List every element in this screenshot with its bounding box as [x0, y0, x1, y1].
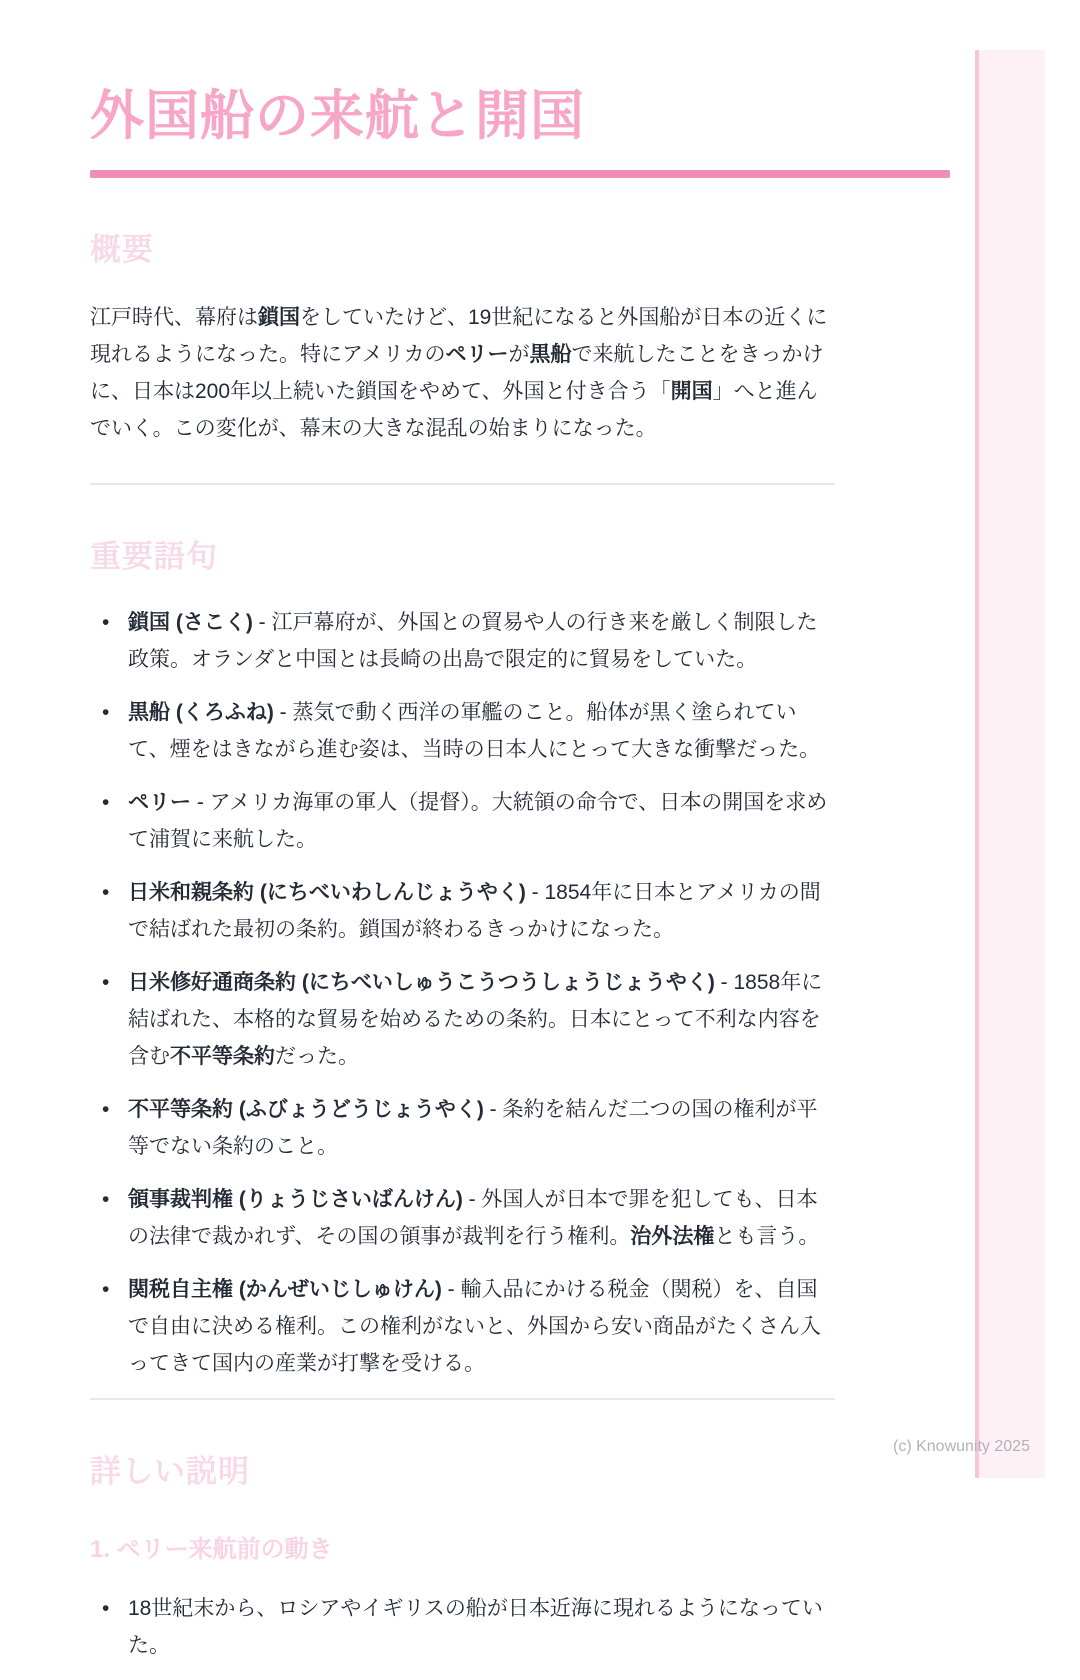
list-item: [90, 1091, 835, 1165]
section-heading-overview: 概要: [90, 232, 154, 268]
bullet-icon: •: [102, 1597, 110, 1621]
text-run: で来航したことをきっかけに、日本は200年以上続いた鎖国をやめて、外国と付き合う「: [90, 343, 824, 404]
list-item-text: [128, 701, 820, 761]
list-item: [90, 1181, 835, 1255]
details-list: [90, 1590, 835, 1664]
list-item-text: [128, 881, 821, 941]
text-run: とも言う。: [714, 1225, 820, 1249]
list-item: [90, 874, 835, 948]
text-run: - 1854年に日本とアメリカの間で結ばれた最初の条約。鎖国が終わるきっかけになった。: [128, 881, 821, 942]
text-run: - 1858年に結ばれた、本格的な貿易を始めるための条約。日本にとって不利な内容を含む: [128, 971, 823, 1069]
list-item: [90, 964, 835, 1075]
section-divider: [90, 1398, 835, 1400]
text-run: だった。: [275, 1045, 359, 1069]
bold-term: 関税自主権 (かんぜいじしゅけん): [128, 1278, 442, 1302]
bold-term: 日米和親条約 (にちべいわしんじょうやく): [128, 881, 526, 905]
text-run: - 輸入品にかける税金（関税）を、自国で自由に決める権利。この権利がないと、外国から安い商品がたくさん入ってきて国内の産業が打撃を受ける。: [128, 1278, 821, 1376]
bold-term: 鎖国: [258, 306, 300, 330]
list-item-text: [128, 1188, 819, 1248]
list-item-text: [128, 1597, 823, 1657]
bold-term: 黒船: [529, 343, 572, 367]
list-item: [90, 604, 835, 678]
bold-term: 不平等条約 (ふびょうどうじょうやく): [128, 1098, 484, 1122]
bold-term: 日米修好通商条約 (にちべいしゅうこうつうしょうじょうやく): [128, 971, 715, 995]
section-heading-terms: 重要語句: [90, 539, 218, 575]
bold-term: 開国: [670, 380, 713, 404]
overview-paragraph: [90, 299, 835, 447]
details-subheading: 1. ペリー来航前の動き: [90, 1536, 333, 1564]
list-item: [90, 784, 835, 858]
bullet-icon: •: [102, 611, 110, 635]
text-run: 」へと進んでいく。この変化が、幕末の大きな混乱の始まりになった。: [90, 380, 818, 441]
text-run: 江戸時代、幕府は: [90, 306, 258, 330]
decorative-side-band: [975, 50, 1045, 1478]
text-run: - 蒸気で動く西洋の軍艦のこと。船体が黒く塗られていて、煙をはきながら進む姿は、当時の日本人にとって大きな衝撃だった。: [128, 701, 821, 762]
list-item: [90, 694, 835, 768]
watermark: (c) Knowunity 2025: [893, 1438, 1030, 1455]
bullet-icon: •: [102, 791, 110, 815]
bullet-icon: •: [102, 971, 110, 995]
title-underline: [90, 170, 950, 178]
text-run: をしていたけど、19世紀になると外国船が日本の近くに現れるようになった。特にアメリカの: [90, 306, 828, 367]
terms-list: [90, 604, 835, 1382]
bold-term: 鎖国 (さこく): [128, 611, 253, 635]
list-item-text: [128, 971, 822, 1068]
text-run: - 江戸幕府が、外国との貿易や人の行き来を厳しく制限した政策。オランダと中国とは長崎の出島で限定的に貿易をしていた。: [128, 611, 818, 672]
text-run: 18世紀末から、ロシアやイギリスの船が日本近海に現れるようになっていた。: [128, 1597, 823, 1658]
text-run: - アメリカ海軍の軍人（提督）。大統領の命令で、日本の開国を求めて浦賀に来航した。: [128, 791, 828, 852]
list-item-text: [128, 1278, 821, 1375]
bold-term: 領事裁判権 (りょうじさいばんけん): [128, 1188, 463, 1212]
list-item: [90, 1271, 835, 1382]
list-item: [90, 1590, 835, 1664]
section-details: [90, 1446, 835, 1664]
bullet-icon: •: [102, 1278, 110, 1302]
list-item-text: [128, 791, 827, 851]
list-item-text: [128, 611, 818, 671]
list-item-text: [128, 1098, 818, 1158]
bold-term: 不平等条約: [170, 1045, 275, 1069]
section-terms: [90, 531, 835, 1382]
text-run: - 外国人が日本で罪を犯しても、日本の法律で裁かれず、その国の領事が裁判を行う権利。: [128, 1188, 818, 1249]
section-overview: [90, 224, 835, 447]
document-page: [90, 0, 835, 1680]
text-run: - 条約を結んだ二つの国の権利が平等でない条約のこと。: [128, 1098, 818, 1159]
bullet-icon: •: [102, 881, 110, 905]
bold-term: ペリー: [445, 343, 509, 367]
bold-term: 黒船 (くろふね): [128, 701, 274, 725]
bold-term: 治外法権: [630, 1225, 715, 1249]
bullet-icon: •: [102, 701, 110, 725]
bullet-icon: •: [102, 1098, 110, 1122]
section-heading-details: 詳しい説明: [90, 1454, 250, 1490]
section-divider: [90, 483, 835, 485]
bullet-icon: •: [102, 1188, 110, 1212]
bold-term: ペリー: [128, 791, 191, 815]
page-title: 外国船の来航と開国: [90, 86, 585, 146]
text-run: が: [508, 343, 530, 367]
